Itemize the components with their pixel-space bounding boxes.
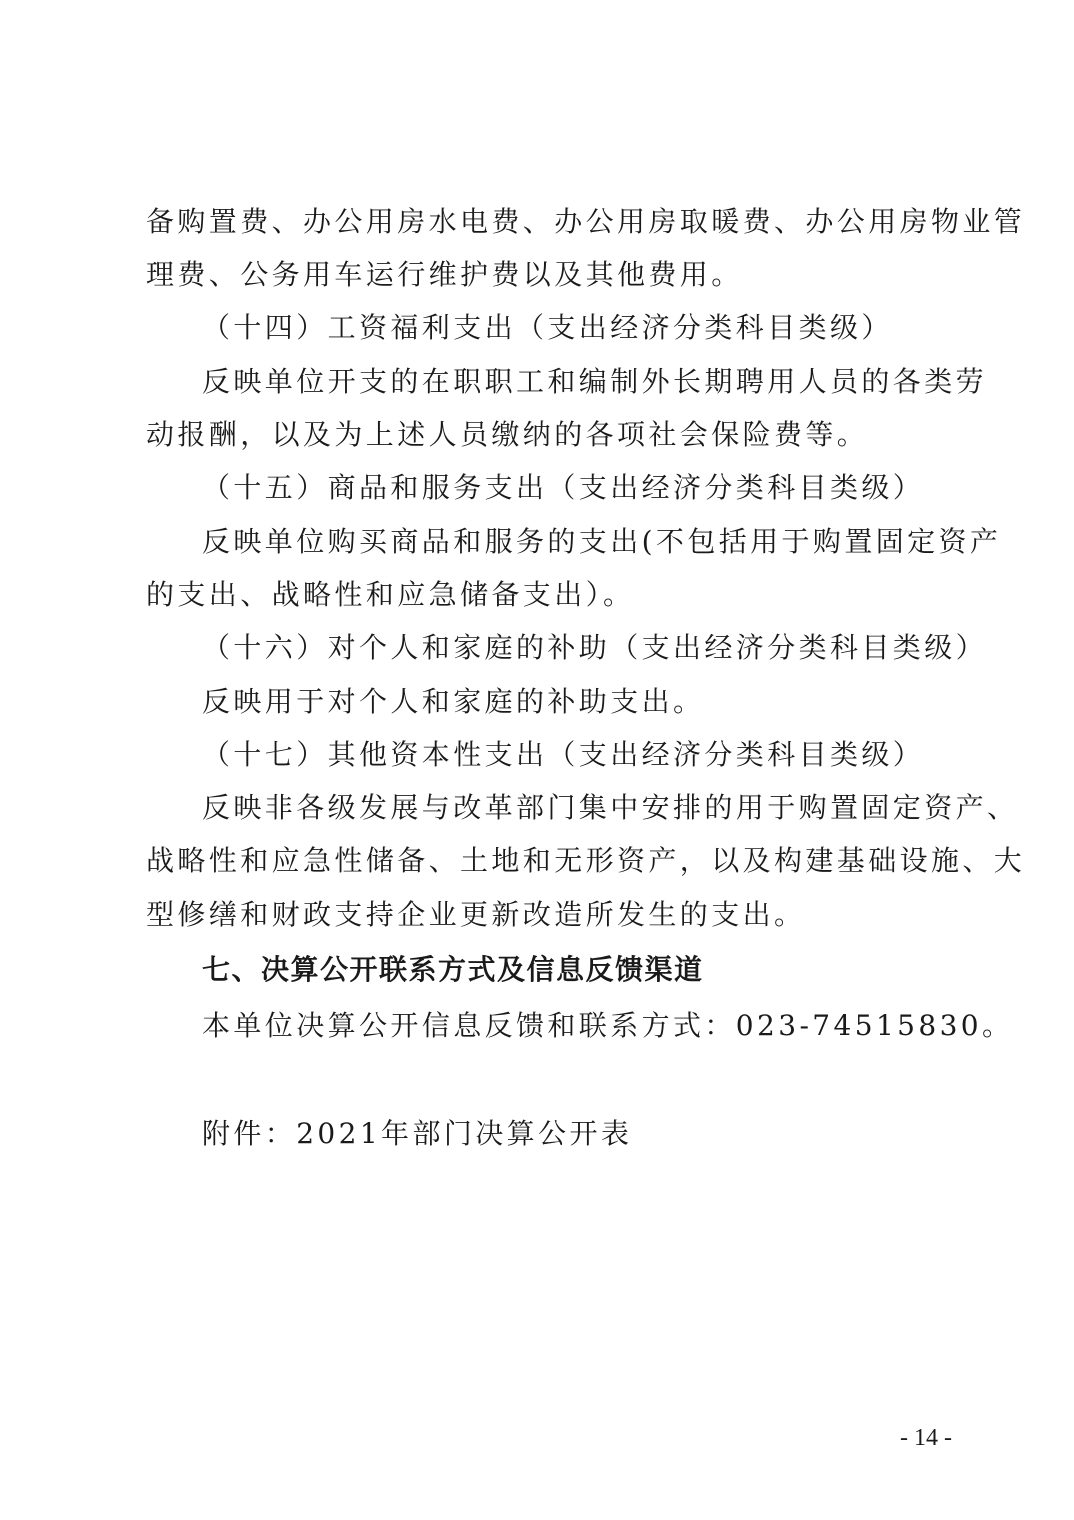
attachment-line: 附件：2021年部门决算公开表 [202, 1117, 633, 1150]
body-text-line: 备购置费、办公用房水电费、办公用房取暖费、办公用房物业管 [146, 205, 1026, 238]
body-text-line: 反映单位开支的在职职工和编制外长期聘用人员的各类劳 [202, 365, 988, 398]
chapter-heading-7: 七、决算公开联系方式及信息反馈渠道 [202, 953, 704, 986]
section-heading-17: （十七）其他资本性支出（支出经济分类科目类级） [202, 738, 925, 771]
body-text-line: 反映非各级发展与改革部门集中安排的用于购置固定资产、 [202, 791, 1019, 824]
body-text-line: 反映单位购买商品和服务的支出(不包括用于购置固定资产 [202, 525, 1002, 558]
body-text-line: 反映用于对个人和家庭的补助支出。 [202, 685, 705, 718]
body-text-line: 理费、公务用车运行维护费以及其他费用。 [146, 258, 743, 291]
section-heading-15: （十五）商品和服务支出（支出经济分类科目类级） [202, 471, 925, 504]
body-text-line: 战略性和应急性储备、土地和无形资产，以及构建基础设施、大 [146, 844, 1026, 877]
contact-line: 本单位决算公开信息反馈和联系方式：023-74515830。 [202, 1009, 1014, 1042]
page-number: - 14 - [900, 1425, 952, 1451]
body-text-line: 的支出、战略性和应急储备支出）。 [146, 578, 635, 611]
body-text-line: 型修缮和财政支持企业更新改造所发生的支出。 [146, 898, 806, 931]
body-text-line: 动报酬，以及为上述人员缴纳的各项社会保险费等。 [146, 418, 869, 451]
section-heading-16: （十六）对个人和家庭的补助（支出经济分类科目类级） [202, 631, 988, 664]
section-heading-14: （十四）工资福利支出（支出经济分类科目类级） [202, 311, 893, 344]
